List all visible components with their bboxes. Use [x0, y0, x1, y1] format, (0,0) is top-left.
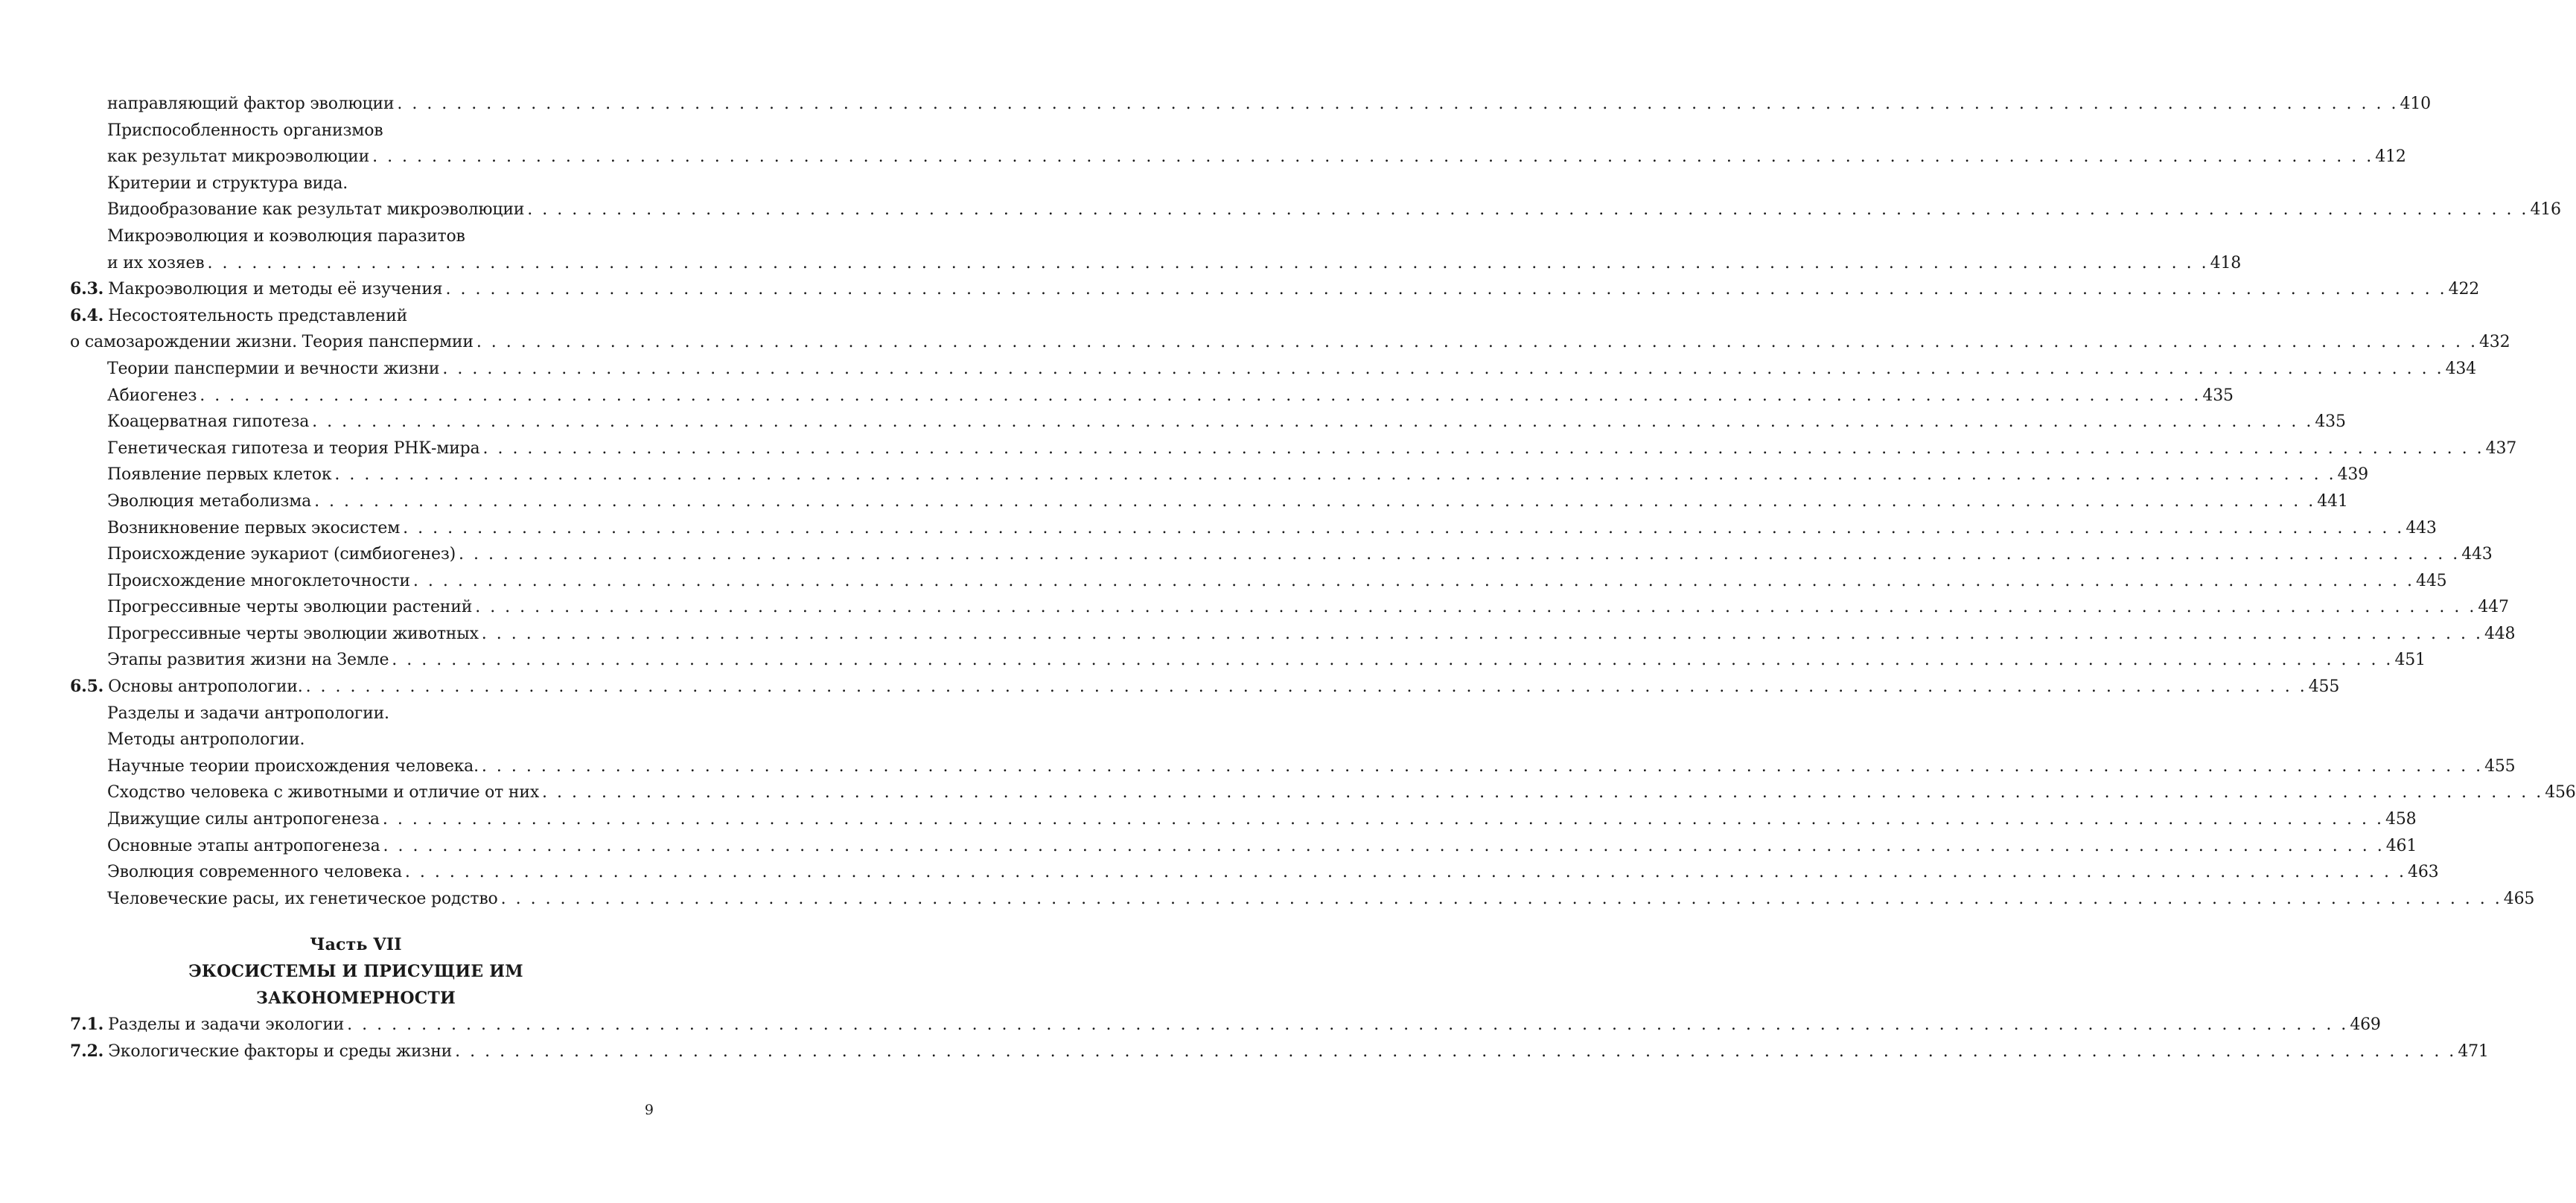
toc-page-number: 434 — [2445, 359, 2476, 378]
toc-entry-title: Коацерватная гипотеза — [107, 412, 310, 432]
toc-entry — [70, 594, 2509, 621]
dot-leader — [403, 515, 2404, 542]
dot-leader — [482, 435, 2484, 462]
toc-entry — [70, 435, 2517, 462]
toc-entry-title: Разделы и задачи антропологии. — [107, 703, 389, 723]
toc-entry-title: Видообразование как результат микроэволюции — [107, 200, 525, 220]
toc-entry — [70, 197, 2561, 223]
toc-entry-title: Человеческие расы, их генетическое родство — [107, 889, 498, 908]
dot-leader — [442, 356, 2443, 383]
toc-entry — [70, 1012, 2381, 1038]
toc-entry — [70, 621, 2516, 648]
toc-entry-title: Эволюция метаболизма — [107, 491, 312, 511]
toc-entry-title: Генетическая гипотеза и теория РНК-мира — [107, 438, 480, 458]
toc-entry — [70, 806, 2417, 833]
dot-leader — [383, 833, 2385, 860]
toc-entry — [70, 409, 2346, 435]
dot-leader — [405, 859, 2406, 886]
dot-leader — [482, 753, 2483, 780]
page-number: 9 — [644, 1102, 654, 1118]
toc-entry — [70, 303, 642, 330]
toc-entry-title: Появление первых клеток — [107, 465, 332, 485]
toc-entry — [70, 462, 2368, 488]
dot-leader — [413, 568, 2414, 595]
dot-leader — [475, 594, 2476, 621]
dot-leader — [476, 329, 2478, 356]
toc-entry — [70, 727, 642, 753]
part-title-line-1: ЭКОСИСТЕМЫ И ПРИСУЩИЕ ИМ — [188, 962, 523, 982]
toc-page-number: 461 — [2385, 836, 2417, 855]
toc-entry — [70, 1038, 2489, 1065]
dot-leader — [383, 806, 2384, 833]
toc-entry — [70, 329, 2510, 356]
toc-entry — [70, 170, 642, 197]
dot-leader — [312, 409, 2313, 435]
toc-entry — [70, 356, 2476, 383]
toc-page-number: 410 — [2400, 95, 2431, 113]
toc-entry — [70, 488, 2348, 515]
toc-entry — [70, 833, 2417, 860]
dot-leader — [459, 541, 2460, 568]
toc-section-number: 7.2. — [70, 1041, 104, 1061]
toc-entry-title: Приспособленность организмов — [107, 121, 383, 140]
toc-entry — [70, 859, 2439, 886]
toc-list-chapter-6 — [70, 91, 2576, 912]
toc-entry — [70, 515, 2437, 542]
toc-section-number: 7.1. — [70, 1015, 104, 1035]
toc-entry — [70, 144, 2406, 170]
toc-page-number: 435 — [2202, 386, 2234, 405]
toc-entry-title: направляющий фактор эволюции — [107, 95, 395, 113]
toc-page-number: 437 — [2485, 438, 2517, 458]
toc-entry — [70, 701, 642, 727]
toc-entry — [70, 91, 2431, 118]
toc-entry-title: Эволюция современного человека — [107, 863, 402, 882]
toc-entry — [70, 647, 2426, 674]
dot-leader — [207, 250, 2208, 277]
table-of-contents — [70, 91, 2576, 1065]
toc-entry — [70, 568, 2447, 595]
toc-section-number: 6.3. — [70, 279, 104, 299]
toc-page-number: 422 — [2448, 280, 2480, 299]
toc-entry-title: Прогрессивные черты эволюции растений — [107, 598, 473, 617]
toc-entry — [70, 276, 2480, 303]
toc-page-number: 435 — [2315, 412, 2346, 432]
toc-page-number: 451 — [2394, 651, 2426, 670]
toc-page-number: 443 — [2406, 518, 2437, 537]
dot-leader — [372, 144, 2373, 170]
toc-entry-title: Сходство человека с животными и отличие от них — [107, 783, 540, 802]
toc-page-number: 412 — [2375, 147, 2406, 167]
toc-entry-title: Возникновение первых экосистем — [107, 518, 401, 537]
toc-page-number: 463 — [2408, 863, 2439, 882]
toc-entry-title: Прогрессивные черты эволюции животных — [107, 624, 479, 643]
toc-page-number: 447 — [2478, 598, 2509, 617]
toc-page-number: 441 — [2317, 491, 2348, 511]
toc-section-number: 6.4. — [70, 305, 104, 325]
dot-leader — [306, 674, 2307, 701]
toc-entry-title: Макроэволюция и методы её изучения — [108, 280, 443, 299]
dot-leader — [542, 779, 2543, 806]
toc-entry-title: Движущие силы антропогенеза — [107, 810, 380, 829]
toc-entry-title: Несостоятельность представлений — [108, 306, 408, 325]
dot-leader — [501, 886, 2502, 913]
toc-entry — [70, 223, 642, 250]
toc-entry-title: и их хозяев — [107, 253, 205, 272]
toc-entry-title: Основные этапы антропогенеза — [107, 836, 380, 855]
toc-page-number: 456 — [2545, 783, 2576, 802]
toc-entry — [70, 541, 2493, 568]
toc-entry — [70, 250, 2242, 277]
toc-entry — [70, 674, 2340, 701]
toc-entry-title: Разделы и задачи экологии — [108, 1015, 345, 1035]
toc-page-number: 445 — [2416, 571, 2447, 590]
part-label: Часть VII — [310, 935, 402, 955]
toc-entry — [70, 118, 642, 144]
toc-entry-title: как результат микроэволюции — [107, 147, 370, 167]
toc-page-number: 418 — [2210, 253, 2242, 272]
toc-entry-title: Научные теории происхождения человека. — [107, 756, 479, 776]
dot-leader — [527, 197, 2528, 223]
toc-page-number: 448 — [2484, 624, 2516, 643]
dot-leader — [455, 1038, 2456, 1065]
toc-entry — [70, 886, 2535, 913]
dot-leader — [334, 462, 2336, 488]
dot-leader — [446, 276, 2447, 303]
dot-leader — [200, 383, 2201, 409]
toc-entry-title: Теории панспермии и вечности жизни — [107, 359, 440, 378]
toc-page-number: 416 — [2530, 200, 2561, 220]
toc-page-number: 469 — [2350, 1015, 2381, 1035]
toc-entry-title: Экологические факторы и среды жизни — [108, 1042, 453, 1061]
toc-section-number: 6.5. — [70, 677, 104, 697]
toc-entry-title: Основы антропологии. — [108, 677, 303, 697]
dot-leader — [397, 91, 2398, 118]
toc-page-number: 455 — [2484, 756, 2516, 776]
toc-page-number: 432 — [2478, 333, 2510, 352]
part-title-line-2: ЗАКОНОМЕРНОСТИ — [256, 989, 456, 1009]
toc-list-chapter-7 — [70, 1012, 2489, 1065]
toc-entry-title: Критерии и структура вида. — [107, 173, 348, 193]
toc-entry-title: о самозарождении жизни. Теория панспермии — [70, 333, 474, 352]
dot-leader — [482, 621, 2483, 648]
toc-page-number: 458 — [2385, 810, 2417, 829]
toc-entry-title: Методы антропологии. — [107, 730, 305, 750]
toc-entry — [70, 779, 2576, 806]
dot-leader — [347, 1012, 2348, 1038]
toc-entry-title: Абиогенез — [107, 386, 197, 405]
dot-leader — [392, 647, 2393, 674]
toc-page-number: 465 — [2503, 889, 2535, 908]
toc-entry-title: Происхождение многоклеточности — [107, 571, 410, 590]
toc-page-number: 439 — [2337, 465, 2368, 485]
toc-entry-title: Этапы развития жизни на Земле — [107, 651, 389, 670]
toc-page-number: 455 — [2308, 677, 2340, 697]
toc-page-number: 471 — [2458, 1042, 2489, 1061]
toc-entry — [70, 383, 2234, 409]
toc-entry-title: Микроэволюция и коэволюция паразитов — [107, 226, 465, 246]
dot-leader — [314, 488, 2315, 515]
toc-page-number: 443 — [2461, 545, 2493, 564]
toc-entry-title: Происхождение эукариот (симбиогенез) — [107, 545, 456, 564]
toc-entry — [70, 753, 2516, 780]
